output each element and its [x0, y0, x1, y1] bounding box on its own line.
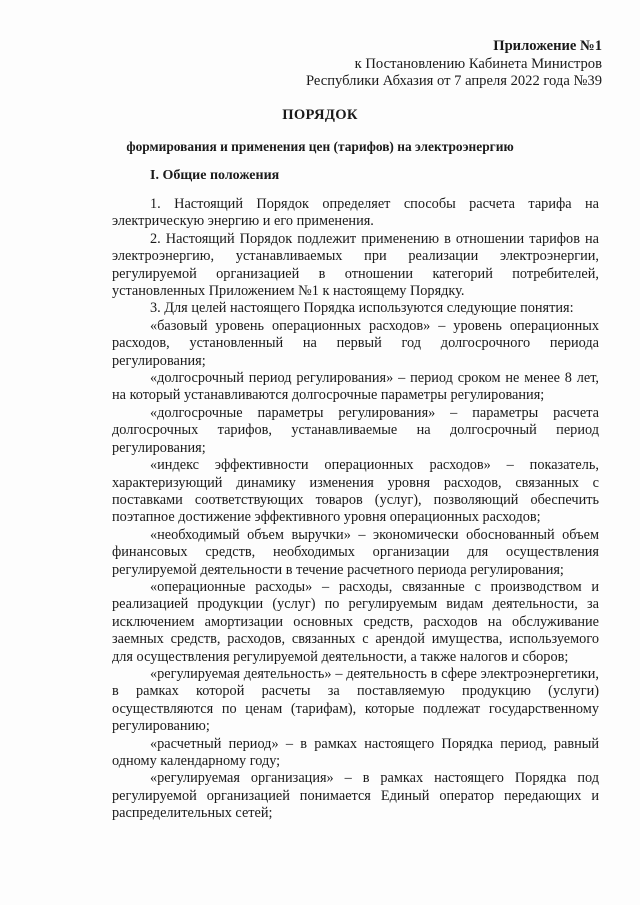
document-body — [112, 196, 599, 823]
appendix-line-2: Республики Абхазия от 7 апреля 2022 года №39 — [305, 73, 602, 90]
section-heading: I. Общие положения — [150, 168, 280, 183]
appendix-header — [306, 38, 602, 91]
paragraph: «операционные расходы» – расходы, связанные с производством и реализацией продукции (услуг) по регулируемым видам деятельности, за исключением амортизации основных средств, расходов на обслуживание заемных средств, расходов, связанных с арендой имущества, используемого для осуществления регулируемой деятельности, а также налогов и сборов; — [112, 578, 599, 665]
paragraph: «долгосрочный период регулирования» – период сроком не менее 8 лет, на который устанавливаются долгосрочные параметры регулирования; — [112, 370, 599, 404]
paragraph: 2. Настоящий Порядок подлежит применению в отношении тарифов на электроэнергию, устанавливаемых при реализации электроэнергии, регулируемой организацией в отношении категорий потребителей, установленных Приложением №1 к настоящему Порядку. — [112, 230, 599, 300]
paragraph: «расчетный период» – в рамках настоящего Порядка период, равный одному календарному году; — [112, 735, 599, 769]
document-title: ПОРЯДОК — [282, 107, 358, 123]
appendix-title: Приложение №1 — [493, 38, 602, 54]
paragraph: 3. Для целей настоящего Порядка используются следующие понятия: — [150, 300, 574, 317]
paragraph: 1. Настоящий Порядок определяет способы расчета тарифа на электрическую энергию и его применения. — [112, 196, 599, 230]
appendix-line-1: к Постановлению Кабинета Министров — [354, 55, 602, 72]
paragraph: «базовый уровень операционных расходов» – уровень операционных расходов, установленный на первый год долгосрочного периода регулирования; — [112, 317, 599, 369]
paragraph: «необходимый объем выручки» – экономически обоснованный объем финансовых средств, необходимых организации для осуществления регулируемой деятельности в течение расчетного периода регулирования; — [112, 526, 599, 578]
paragraph: «долгосрочные параметры регулирования» – параметры расчета долгосрочных тарифов, устанавливаемые на долгосрочный период регулирования; — [112, 404, 599, 456]
paragraph: «регулируемая деятельность» – деятельность в сфере электроэнергетики, в рамках которой расчеты за поставляемую продукцию (услуги) осуществляются по ценам (тарифам), которые подлежат государственному регулированию; — [112, 665, 599, 735]
document-subtitle: формирования и применения цен (тарифов) на электроэнергию — [126, 139, 514, 154]
paragraph: «регулируемая организация» – в рамках настоящего Порядка под регулируемой организацией понимается Единый оператор передающих и распределительных сетей; — [112, 770, 599, 822]
paragraph: «индекс эффективности операционных расходов» – показатель, характеризующий динамику изменения уровня расходов, связанных с поставками соответствующих товаров (услуг), позволяющий обеспечить поэтапное достижение эффективного уровня операционных расходов; — [112, 457, 599, 526]
